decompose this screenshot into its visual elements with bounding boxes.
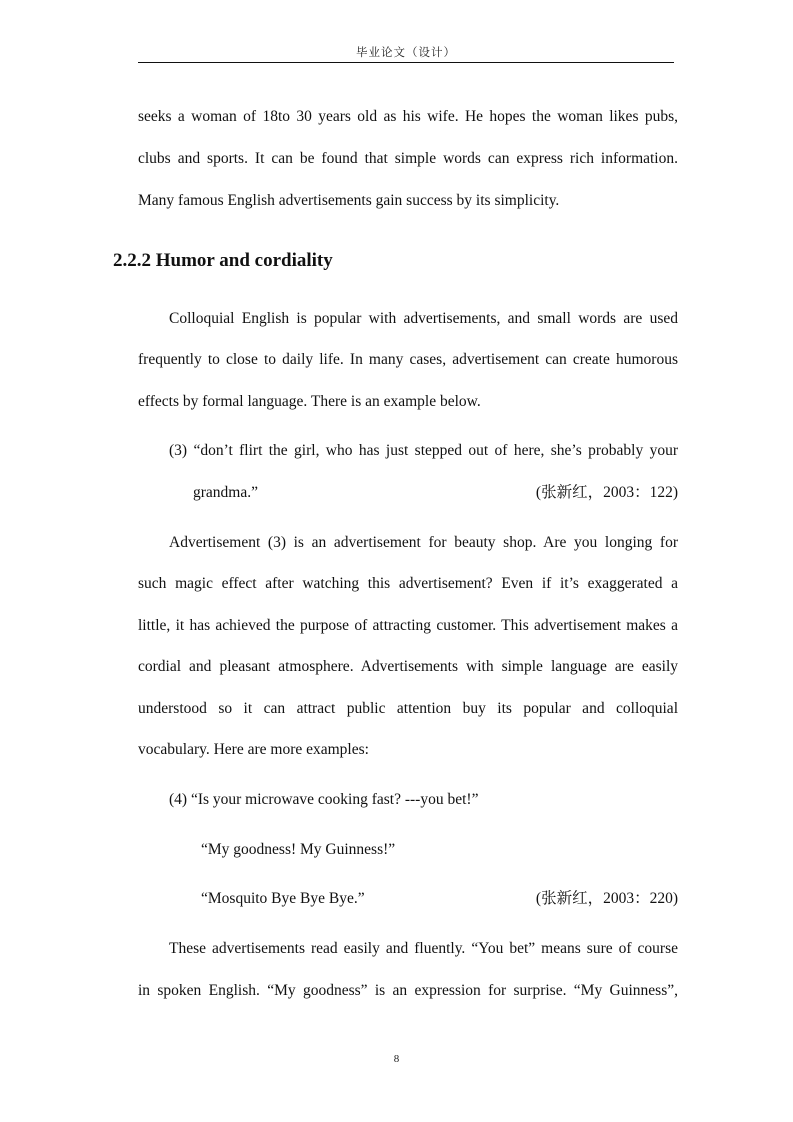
body-text-line: seeks a woman of 18to 30 years old as his wife. He hopes the woman likes pubs, [138, 108, 678, 125]
body-text-line: effects by formal language. There is an example below. [138, 393, 481, 410]
example-quote-line: “Mosquito Bye Bye Bye.” [201, 890, 365, 907]
example-quote-line: grandma.” [193, 484, 258, 501]
body-text-line: vocabulary. Here are more examples: [138, 741, 369, 758]
body-text-line: cordial and pleasant atmosphere. Advertisements with simple language are easily [138, 658, 678, 675]
example-quote-line: (3) “don’t flirt the girl, who has just stepped out of here, she’s probably your [169, 442, 678, 459]
body-text-line: such magic effect after watching this advertisement? Even if it’s exaggerated a [138, 575, 678, 592]
body-text-line: These advertisements read easily and fluently. “You bet” means sure of course [169, 940, 678, 957]
body-text-line: Many famous English advertisements gain success by its simplicity. [138, 192, 560, 209]
body-text-line: clubs and sports. It can be found that simple words can express rich information. [138, 150, 678, 167]
body-text-line: little, it has achieved the purpose of attracting customer. This advertisement makes a [138, 617, 678, 634]
example-quote-line: “My goodness! My Guinness!” [201, 841, 396, 858]
page-header-title: 毕业论文（设计） [356, 45, 456, 59]
body-text-line: Colloquial English is popular with advertisements, and small words are used [169, 310, 678, 327]
section-heading: 2.2.2 Humor and cordiality [113, 250, 333, 271]
body-text-line: Advertisement (3) is an advertisement for beauty shop. Are you longing for [169, 534, 678, 551]
example-citation: (张新红，2003：122) [535, 484, 678, 501]
example-citation: (张新红，2003：220) [535, 890, 678, 907]
example-quote-line: (4) “Is your microwave cooking fast? ---you bet!” [169, 791, 479, 808]
page-number: 8 [393, 1053, 400, 1065]
body-text-line: frequently to close to daily life. In many cases, advertisement can create humorous [138, 351, 678, 368]
header-divider [138, 62, 674, 63]
body-text-line: in spoken English. “My goodness” is an expression for surprise. “My Guinness”, [138, 982, 678, 999]
body-text-line: understood so it can attract public attention buy its popular and colloquial [138, 700, 678, 717]
